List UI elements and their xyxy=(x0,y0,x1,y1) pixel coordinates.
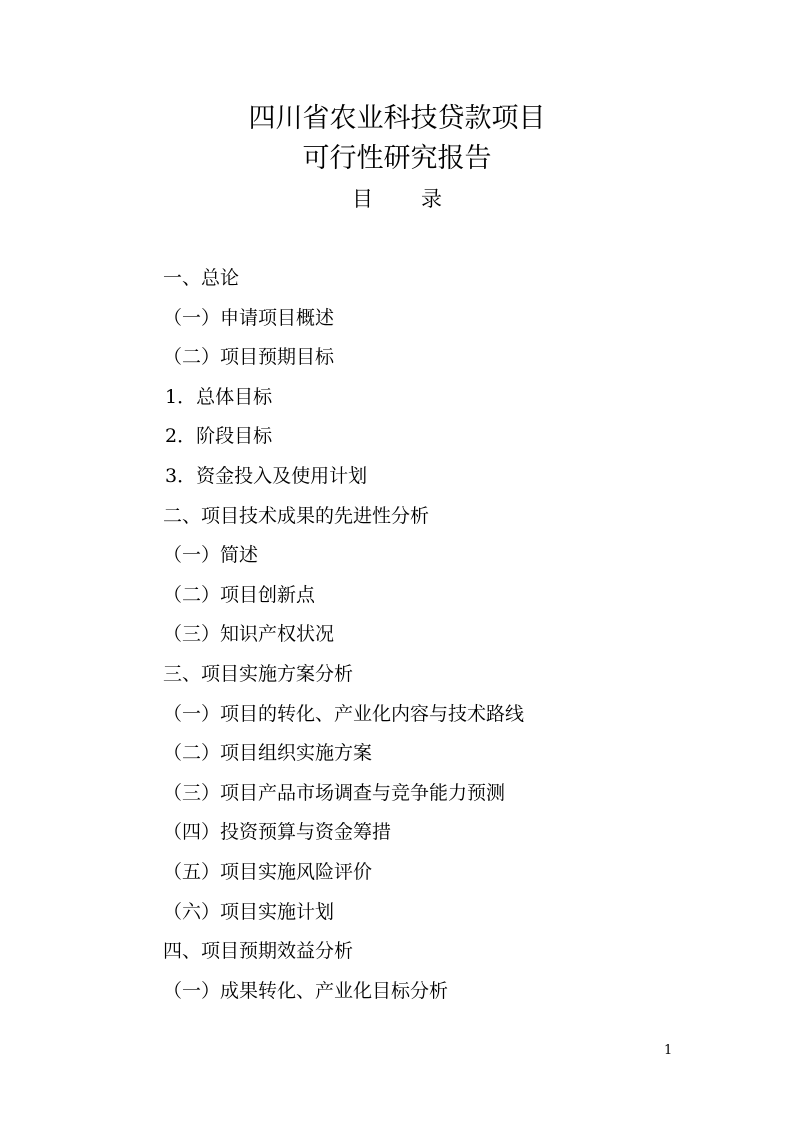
toc-heading xyxy=(0,185,794,213)
toc-item: （二）项目预期目标 xyxy=(163,346,335,369)
toc-item: （二）项目创新点 xyxy=(163,583,316,606)
document-title-line1: 四川省农业科技贷款项目 xyxy=(248,103,546,134)
toc-heading-right: 录 xyxy=(421,187,442,211)
toc-heading-left: 目 xyxy=(352,187,373,211)
document-title-line2: 可行性研究报告 xyxy=(302,143,492,174)
toc-item: 一、总论 xyxy=(163,267,240,289)
toc-item: （二）项目组织实施方案 xyxy=(163,742,373,765)
toc-item: （一）申请项目概述 xyxy=(163,306,335,329)
toc-item: 二、项目技术成果的先进性分析 xyxy=(163,504,430,527)
toc-item: 1．总体目标 xyxy=(165,385,273,408)
toc-item: 3．资金投入及使用计划 xyxy=(165,464,368,487)
toc-item: （一）项目的转化、产业化内容与技术路线 xyxy=(163,702,525,725)
table-of-contents xyxy=(163,264,723,1016)
toc-item: （五）项目实施风险评价 xyxy=(163,860,373,883)
page-number: 1 xyxy=(664,1043,673,1058)
toc-item: （四）投资预算与资金筹措 xyxy=(163,821,392,844)
toc-item: （三）项目产品市场调查与竞争能力预测 xyxy=(163,781,506,804)
toc-item: 四、项目预期效益分析 xyxy=(163,940,354,963)
toc-item: （三）知识产权状况 xyxy=(163,623,335,646)
toc-item: （一）成果转化、产业化目标分析 xyxy=(163,979,449,1002)
toc-item: （六）项目实施计划 xyxy=(163,900,335,923)
toc-item: （一）简述 xyxy=(163,544,259,567)
toc-item: 三、项目实施方案分析 xyxy=(163,662,354,685)
toc-item: 2．阶段目标 xyxy=(165,425,273,448)
